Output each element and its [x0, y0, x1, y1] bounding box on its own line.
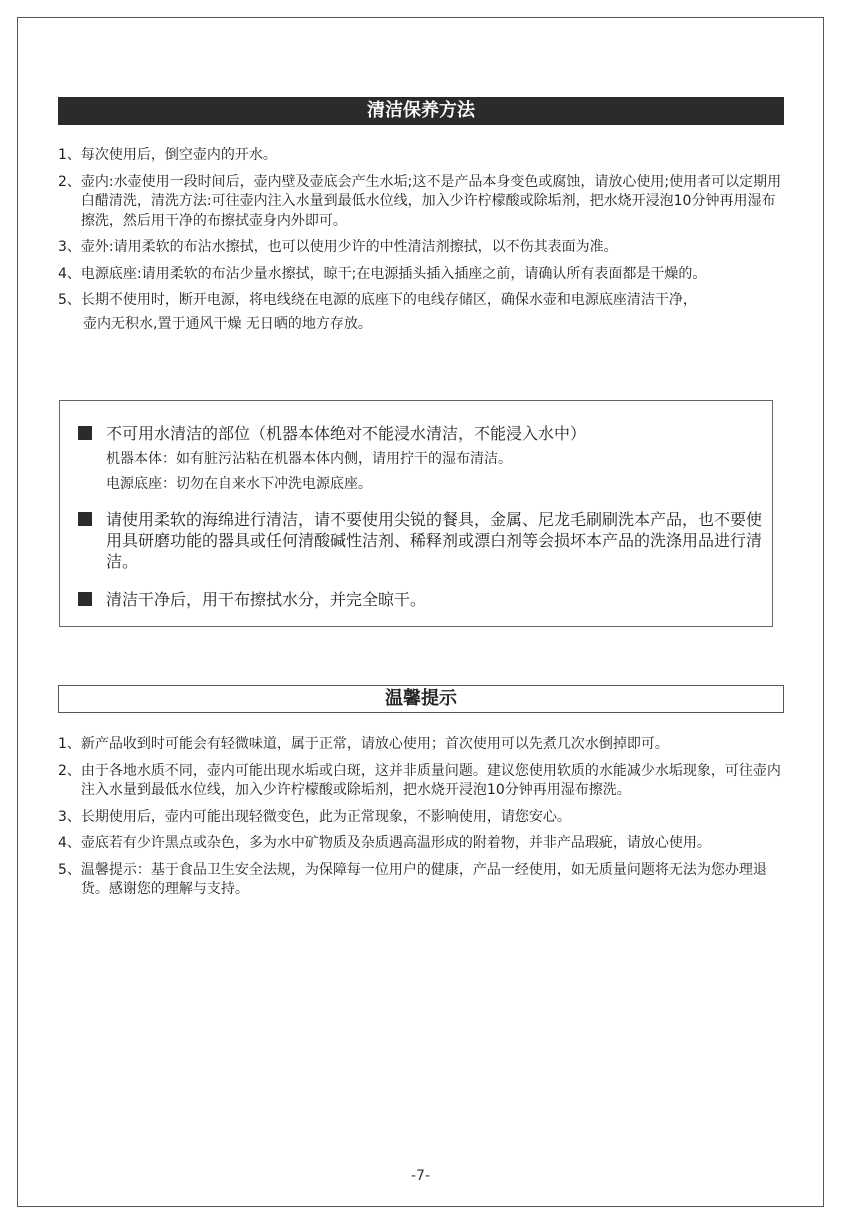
list-item-text: 长期不使用时，断开电源，将电线绕在电源的底座下的电线存储区，确保水壶和电源底座清洁干净，: [80, 292, 697, 308]
list-item: [58, 861, 788, 900]
tips-list: [58, 735, 788, 907]
list-item: [58, 808, 788, 828]
list-item-number: 5、: [58, 292, 81, 308]
list-item-number: 2、: [58, 762, 81, 779]
square-bullet-icon: [78, 592, 92, 606]
notice-text: 清洁干净后，用干布擦拭水分，并完全晾干。: [106, 590, 427, 609]
notice-text: 请使用柔软的海绵进行清洁，请不要使用尖锐的餐具，金属、尼龙毛刷刷洗本产品，也不要使用具研磨功能的器具或任何清酸碱性洁剂、稀释剂或漂白剂等会损坏本产品的洗涤用品进行清洁。: [106, 510, 763, 571]
care-section-title: 清洁保养方法: [58, 97, 784, 125]
tips-section-title: 温馨提示: [58, 685, 784, 713]
list-item-number: 4、: [58, 835, 81, 851]
list-item-continuation: 壶内无积水,置于通风干燥 无日晒的地方存放。: [83, 315, 372, 332]
list-item: [58, 265, 788, 285]
list-item-number: 4、: [58, 265, 81, 282]
list-item-text: 每次使用后，倒空壶内的开水。: [80, 147, 277, 163]
list-item-text: 壶内:水壶使用一段时间后，壶内壁及壶底会产生水垢;这不是产品本身变色或腐蚀，请放心使用;使用者可以定期用白醋清洗，清洗方法:可往壶内注入水量到最低水位线，加入少许柠檬酸或除垢剂，把水烧开浸泡10分钟再用湿布擦洗，然后用干净的布擦拭壶身内外即可。: [80, 173, 782, 229]
list-item-text: 新产品收到时可能会有轻微味道，属于正常，请放心使用；首次使用可以先煮几次水倒掉即可。: [80, 736, 669, 752]
list-item-number: 3、: [58, 808, 81, 825]
notice-item: [76, 423, 766, 494]
list-item-number: 5、: [58, 861, 81, 878]
list-item: [58, 238, 788, 258]
square-bullet-icon: [78, 426, 92, 440]
list-item: [58, 762, 788, 801]
notice-text: 不可用水清洁的部位（机器本体绝对不能浸水清洁，不能浸入水中）: [106, 424, 587, 443]
square-bullet-icon: [78, 512, 92, 526]
list-item-text: 电源底座:请用柔软的布沾少量水擦拭，晾干;在电源插头插入插座之前，请确认所有表面都是干燥的。: [80, 265, 707, 282]
list-item-number: 2、: [58, 173, 81, 190]
list-item-text: 长期使用后，壶内可能出现轻微变色，此为正常现象，不影响使用，请您安心。: [80, 808, 571, 825]
page-number: -7-: [410, 1168, 430, 1184]
list-item: [58, 834, 788, 854]
notice-subtext: 电源底座：切勿在自来水下冲洗电源底座。: [106, 476, 372, 492]
list-item: [58, 173, 788, 232]
list-item-text: 壶底若有少许黑点或杂色，多为水中矿物质及杂质遇高温形成的附着物，并非产品瑕疵，请放心使用。: [80, 835, 711, 851]
list-item-number: 1、: [58, 736, 81, 752]
list-item-text: 由于各地水质不同，壶内可能出现水垢或白斑，这并非质量问题。建议您使用软质的水能减少水垢现象，可往壶内注入水量到最低水位线，加入少许柠檬酸或除垢剂，把水烧开浸泡10分钟再用湿布擦洗。: [80, 762, 781, 798]
list-item-text: 壶外:请用柔软的布沾水擦拭，也可以使用少许的中性清洁剂擦拭，以不伤其表面为准。: [80, 239, 618, 255]
notice-item: [76, 509, 766, 572]
list-item-number: 3、: [58, 239, 81, 255]
list-item-number: 1、: [58, 147, 81, 163]
notice-subtext: 机器本体：如有脏污沾粘在机器本体内侧，请用拧干的湿布清洁。: [106, 451, 512, 467]
list-item: [58, 291, 788, 311]
list-item: [58, 146, 788, 166]
care-list: [58, 146, 788, 334]
list-item: [58, 735, 788, 755]
notice-item: [76, 589, 766, 610]
list-item-text: 温馨提示：基于食品卫生安全法规，为保障每一位用户的健康，产品一经使用，如无质量问题将无法为您办理退货。感谢您的理解与支持。: [80, 861, 767, 897]
